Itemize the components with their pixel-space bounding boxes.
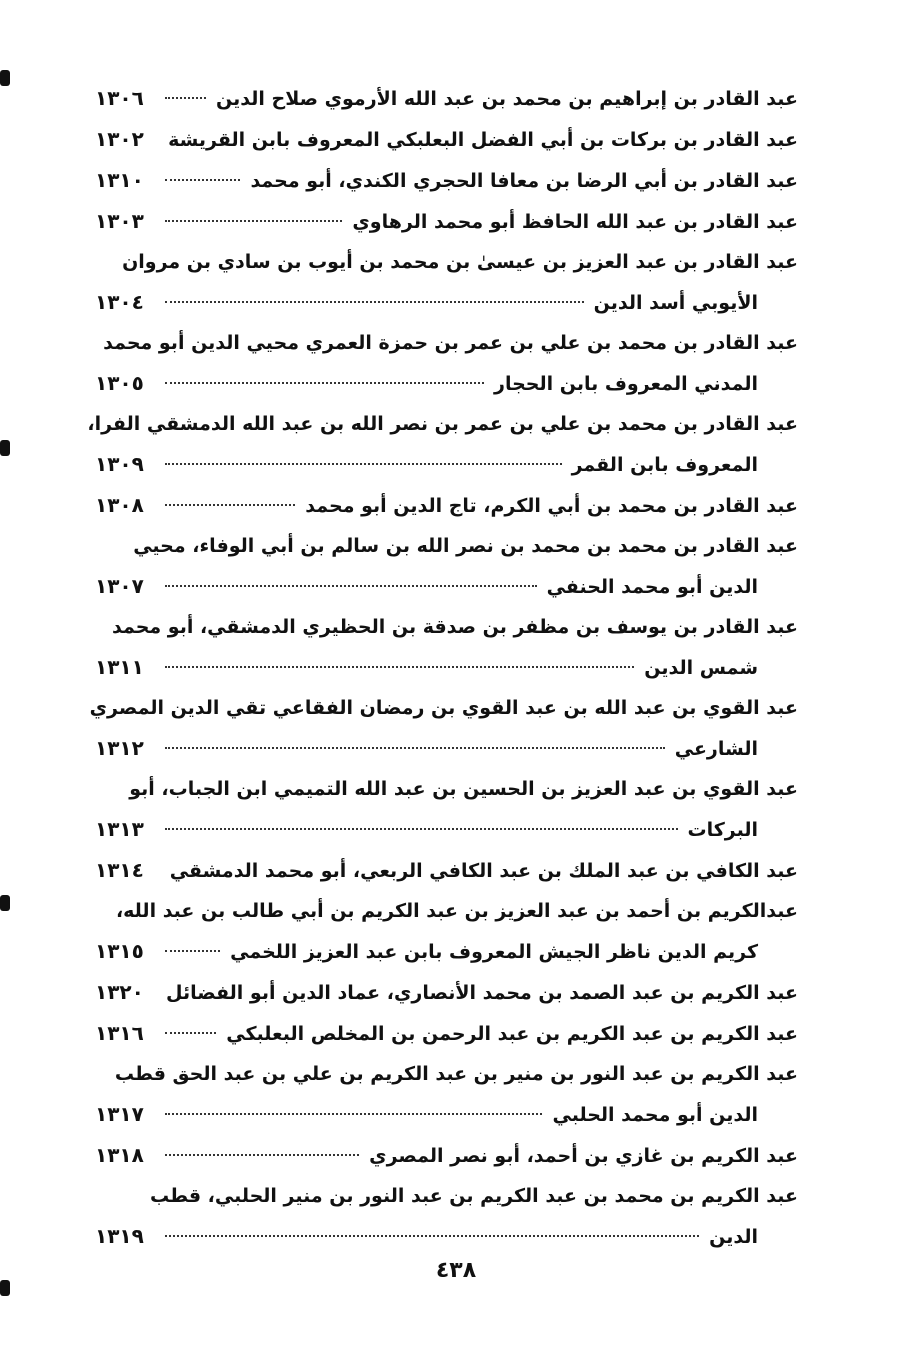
entry-number: ١٣١٦ <box>95 1021 144 1045</box>
entry-final-line <box>95 728 798 769</box>
index-entry <box>95 526 798 607</box>
dot-leader <box>165 666 634 668</box>
entry-number: ١٣١٩ <box>95 1224 144 1248</box>
dot-leader <box>165 463 562 465</box>
dot-leader <box>165 585 537 587</box>
entry-number: ١٣٠٣ <box>95 209 144 233</box>
entry-final-line <box>95 119 798 160</box>
entry-text-line: عبد الكريم بن محمد بن عبد الكريم بن عبد النور بن منير الحلبي، قطب <box>149 1185 798 1207</box>
entry-final-line <box>95 201 798 242</box>
binding-mark <box>0 440 10 456</box>
index-entry <box>89 688 798 769</box>
entry-final-line <box>95 809 798 850</box>
dot-leader <box>165 1032 216 1034</box>
entry-number: ١٣١٤ <box>95 858 144 882</box>
dot-leader <box>165 1235 699 1237</box>
entry-text-line: عبد القادر بن محمد بن أبي الكرم، تاج الدين أبو محمد <box>305 495 798 517</box>
index-entry <box>95 119 798 160</box>
entry-text-line: الدين أبو محمد الحنفي <box>546 576 758 598</box>
dot-leader <box>165 747 665 749</box>
dot-leader <box>165 97 206 99</box>
entry-number: ١٣٠٢ <box>95 127 144 151</box>
dot-leader <box>165 950 220 952</box>
entry-text-line: عبد الكريم بن عبد النور بن منير بن عبد الكريم بن علي بن عبد الحق قطب <box>114 1063 798 1085</box>
entry-text-line: عبد الكافي بن عبد الملك بن عبد الكافي الربعي، أبو محمد الدمشقي <box>169 860 798 882</box>
index-entry <box>95 1135 798 1176</box>
entry-final-line <box>95 363 798 404</box>
index-entry <box>87 404 798 485</box>
dot-leader <box>165 1154 359 1156</box>
entry-number: ١٣٠٨ <box>95 493 144 517</box>
entry-text-line: عبد القادر بن أبي الرضا بن معافا الحجري الكندي، أبو محمد <box>250 170 798 192</box>
index-entry <box>95 323 798 404</box>
entry-final-line <box>95 931 798 972</box>
index-entry <box>95 78 798 119</box>
entry-number: ١٣٢٠ <box>95 980 144 1004</box>
entry-text-line: عبد القادر بن بركات بن أبي الفضل البعلبكي المعروف بابن القريشة <box>168 129 798 151</box>
entry-number: ١٣٠٥ <box>95 371 144 395</box>
index-entry <box>95 769 798 850</box>
entry-text-line: المدني المعروف بابن الحجار <box>494 373 758 395</box>
entry-number: ١٣٠٦ <box>95 86 144 110</box>
entry-text-line: عبد القوي بن عبد العزيز بن الحسين بن عبد الله التميمي ابن الجباب، أبو <box>129 778 798 800</box>
dot-leader <box>165 220 342 222</box>
entry-final-line <box>95 485 798 526</box>
index-entry <box>95 201 798 242</box>
entry-number: ١٣١٣ <box>95 817 144 841</box>
entry-number: ١٣١٥ <box>95 939 144 963</box>
index-entry <box>95 891 798 972</box>
entry-text-line: عبدالكريم بن أحمد بن عبد العزيز بن عبد الكريم بن أبي طالب بن عبد الله، <box>115 900 798 922</box>
entry-number: ١٣١٧ <box>95 1102 144 1126</box>
index-entry <box>95 485 798 526</box>
index-entry <box>95 1013 798 1054</box>
entry-text-line: عبد القادر بن محمد بن علي بن عمر بن نصر الله بن عبد الله الدمشقي الفرا، <box>87 413 798 435</box>
index-list <box>87 78 798 1257</box>
entry-final-line <box>95 972 798 1013</box>
entry-text-line: شمس الدين <box>644 657 758 679</box>
entry-final-line <box>95 160 798 201</box>
entry-text-line: عبد القادر بن محمد بن محمد بن نصر الله بن سالم بن أبي الوفاء، محيي <box>133 535 798 557</box>
entry-text-line: عبد الكريم بن عبد الكريم بن عبد الرحمن بن المخلص البعلبكي <box>226 1023 798 1045</box>
entry-final-line <box>95 1094 798 1135</box>
entry-text-line: البركات <box>687 819 758 841</box>
entry-text-line: عبد القادر بن يوسف بن مظفر بن صدقة بن الحظيري الدمشقي، أبو محمد <box>112 616 798 638</box>
dot-leader <box>165 1113 542 1115</box>
index-entry <box>95 242 798 323</box>
entry-text-line: الدين أبو محمد الحلبي <box>552 1104 758 1126</box>
page-number: ٤٣٨ <box>435 1258 477 1283</box>
entry-text-line: عبد الكريم بن عبد الصمد بن محمد الأنصاري، عماد الدين أبو الفضائل <box>166 982 798 1004</box>
entry-text-line: عبد القادر بن عبد العزيز بن عيسىٰ بن محمد بن أيوب بن سادي بن مروان <box>122 251 798 273</box>
entry-text-line: الأيوبي أسد الدين <box>593 292 758 314</box>
entry-text-line: الدين <box>709 1226 758 1248</box>
entry-final-line <box>95 850 798 891</box>
dot-leader <box>165 504 295 506</box>
index-entry <box>95 607 798 688</box>
entry-number: ١٣١١ <box>95 655 144 679</box>
entry-number: ١٣١٨ <box>95 1143 144 1167</box>
binding-mark <box>0 1280 10 1296</box>
dot-leader <box>165 179 240 181</box>
entry-final-line <box>95 444 798 485</box>
entry-final-line <box>95 566 798 607</box>
entry-text-line: عبد القادر بن عبد الله الحافظ أبو محمد الرهاوي <box>352 211 798 233</box>
dot-leader <box>165 828 678 830</box>
entry-text-line: الشارعي <box>674 738 758 760</box>
entry-final-line <box>95 647 798 688</box>
entry-final-line <box>95 1013 798 1054</box>
entry-text-line: المعروف بابن القمر <box>571 454 758 476</box>
index-entry <box>95 850 798 891</box>
entry-text-line: عبد القادر بن محمد بن علي بن عمر بن حمزة العمري محيي الدين أبو محمد <box>103 332 798 354</box>
entry-final-line <box>95 282 798 323</box>
dot-leader <box>165 382 484 384</box>
entry-number: ١٣١٢ <box>95 736 144 760</box>
binding-mark <box>0 895 10 911</box>
binding-mark <box>0 70 10 86</box>
index-entry <box>95 1054 798 1135</box>
index-entry <box>95 1176 798 1257</box>
entry-number: ١٣١٠ <box>95 168 144 192</box>
entry-final-line <box>95 1216 798 1257</box>
dot-leader <box>165 301 584 303</box>
index-entry <box>95 160 798 201</box>
entry-text-line: عبد القوي بن عبد الله بن عبد القوي بن رمضان الفقاعي تقي الدين المصري <box>89 697 798 719</box>
entry-text-line: عبد الكريم بن غازي بن أحمد، أبو نصر المصري <box>369 1145 798 1167</box>
entry-text-line: عبد القادر بن إبراهيم بن محمد بن عبد الله الأرموي صلاح الدين <box>216 88 798 110</box>
index-entry <box>95 972 798 1013</box>
entry-number: ١٣٠٤ <box>95 290 144 314</box>
entry-final-line <box>95 1135 798 1176</box>
entry-number: ١٣٠٧ <box>95 574 144 598</box>
entry-final-line <box>95 78 798 119</box>
entry-number: ١٣٠٩ <box>95 452 144 476</box>
entry-text-line: كريم الدين ناظر الجيش المعروف بابن عبد العزيز اللخمي <box>230 941 758 963</box>
